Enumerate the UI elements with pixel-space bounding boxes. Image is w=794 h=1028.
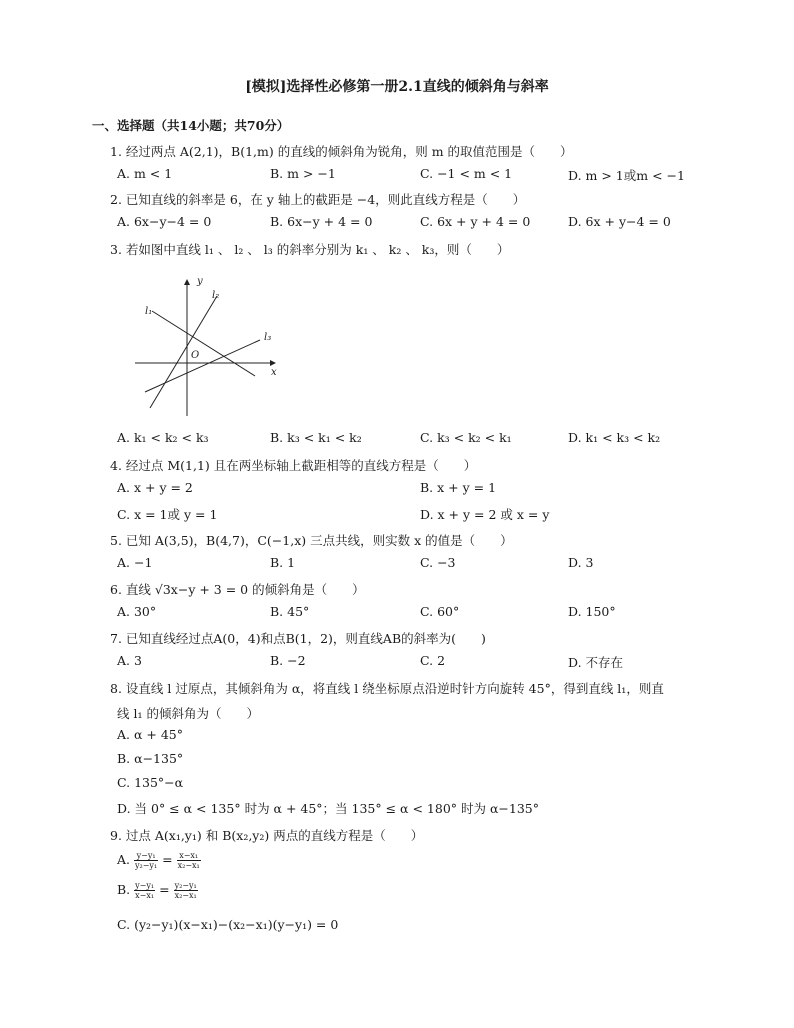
question-6-stem: 6. 直线 √3x−y + 3 = 0 的倾斜角是（ ） [110, 582, 365, 597]
q7-option-d[interactable]: D. 不存在 [568, 655, 624, 670]
q2-option-d[interactable]: D. 6x + y−4 = 0 [568, 214, 671, 229]
q9-option-c[interactable]: C. (y₂−y₁)(x−x₁)−(x₂−x₁)(y−y₁) = 0 [117, 917, 339, 932]
q6-option-b[interactable]: B. 45° [270, 604, 310, 619]
q9-option-b[interactable] [117, 881, 198, 900]
q9-b-label: B. [117, 882, 131, 897]
q2-option-c[interactable]: C. 6x + y + 4 = 0 [420, 214, 531, 229]
q9-a-num1: y−y₁ [134, 851, 158, 861]
q6-option-c[interactable]: C. 60° [420, 604, 460, 619]
question-5-stem: 5. 已知 A(3,5)，B(4,7)，C(−1,x) 三点共线，则实数 x 的值是（ ） [110, 533, 513, 548]
origin-label: O [191, 350, 200, 361]
q9-b-num2: y₂−y₁ [174, 881, 197, 890]
q5-option-a[interactable]: A. −1 [117, 555, 153, 570]
q7-option-c[interactable]: C. 2 [420, 653, 446, 668]
q9-b-den1: x−x₁ [135, 891, 155, 900]
y-axis-label: y [197, 276, 203, 287]
q4-option-c[interactable]: C. x = 1或 y = 1 [117, 507, 218, 522]
q8-option-a[interactable]: A. α + 45° [117, 727, 183, 742]
q9-b-fraction-right [174, 881, 198, 900]
question-8-stem-line2: 线 l₁ 的倾斜角为（ ） [117, 706, 259, 721]
l2-label: l₂ [212, 290, 220, 301]
q3-option-c[interactable]: C. k₃ < k₂ < k₁ [420, 430, 512, 445]
question-4-stem: 4. 经过点 M(1,1) 且在两坐标轴上截距相等的直线方程是（ ） [110, 458, 477, 473]
q3-option-b[interactable]: B. k₃ < k₁ < k₂ [270, 430, 362, 445]
question-3-stem: 3. 若如图中直线 l₁ 、 l₂ 、 l₃ 的斜率分别为 k₁ 、 k₂ 、 k₃，则（ ） [110, 242, 510, 257]
q1-option-b[interactable]: B. m > −1 [270, 166, 336, 181]
q9-a-num2: x−x₁ [177, 851, 201, 861]
q5-option-b[interactable]: B. 1 [270, 555, 296, 570]
question-8-stem-line1: 8. 设直线 l 过原点，其倾斜角为 α，将直线 l 绕坐标原点沿逆时针方向旋转 45°，得到直线 l₁，则直 [110, 681, 664, 696]
q9-a-fraction-left [134, 851, 158, 870]
q9-a-den1: y₂−y₁ [135, 861, 158, 870]
q8-option-d[interactable]: D. 当 0° ≤ α < 135° 时为 α + 45°；当 135° ≤ α < 180° 时为 α−135° [117, 801, 539, 816]
q3-line-figure [130, 268, 290, 423]
q9-b-den2: x₂−x₁ [174, 891, 197, 900]
q8-option-b[interactable]: B. α−135° [117, 751, 184, 766]
section-heading: 一、选择题（共14小题；共70分） [92, 118, 290, 133]
q3-option-a[interactable]: A. k₁ < k₂ < k₃ [117, 430, 209, 445]
q6-option-a[interactable]: A. 30° [117, 604, 157, 619]
q9-b-equals: = [159, 882, 170, 897]
q1-option-d[interactable]: D. m > 1或m < −1 [568, 168, 685, 183]
question-1-stem: 1. 经过两点 A(2,1)，B(1,m) 的直线的倾斜角为锐角，则 m 的取值范围是（ ） [110, 144, 573, 159]
q2-option-a[interactable]: A. 6x−y−4 = 0 [117, 214, 212, 229]
l1-label: l₁ [145, 306, 153, 317]
q4-option-d[interactable]: D. x + y = 2 或 x = y [420, 507, 550, 522]
q5-option-d[interactable]: D. 3 [568, 555, 594, 570]
q1-option-c[interactable]: C. −1 < m < 1 [420, 166, 513, 181]
page-title: [模拟]选择性必修第一册2.1直线的倾斜角与斜率 [245, 79, 549, 95]
q9-option-a[interactable] [117, 851, 201, 870]
q9-a-fraction-right [177, 851, 201, 870]
question-2-stem: 2. 已知直线的斜率是 6，在 y 轴上的截距是 −4，则此直线方程是（ ） [110, 192, 526, 207]
q6-option-d[interactable]: D. 150° [568, 604, 616, 619]
line-l2 [150, 296, 217, 408]
q9-a-label: A. [117, 852, 131, 867]
x-axis-label: x [271, 367, 277, 378]
q3-option-d[interactable]: D. k₁ < k₃ < k₂ [568, 430, 661, 445]
q2-option-b[interactable]: B. 6x−y + 4 = 0 [270, 214, 373, 229]
q1-option-a[interactable]: A. m < 1 [117, 166, 173, 181]
q4-option-b[interactable]: B. x + y = 1 [420, 480, 497, 495]
q5-option-c[interactable]: C. −3 [420, 555, 456, 570]
q9-a-equals: = [162, 852, 173, 867]
q8-option-c[interactable]: C. 135°−α [117, 775, 184, 790]
line-l1 [152, 311, 255, 376]
q9-b-num1: y−y₁ [135, 881, 155, 890]
q7-option-a[interactable]: A. 3 [117, 653, 142, 668]
q9-a-den2: x₂−x₁ [177, 861, 200, 870]
line-l3 [145, 340, 260, 392]
q7-option-b[interactable]: B. −2 [270, 653, 306, 668]
question-7-stem: 7. 已知直线经过点A(0，4)和点B(1，2)，则直线AB的斜率为( ) [110, 631, 486, 646]
question-9-stem: 9. 过点 A(x₁,y₁) 和 B(x₂,y₂) 两点的直线方程是（ ） [110, 828, 424, 843]
l3-label: l₃ [264, 332, 272, 343]
q9-b-fraction-left [134, 881, 155, 900]
q4-option-a[interactable]: A. x + y = 2 [117, 480, 193, 495]
